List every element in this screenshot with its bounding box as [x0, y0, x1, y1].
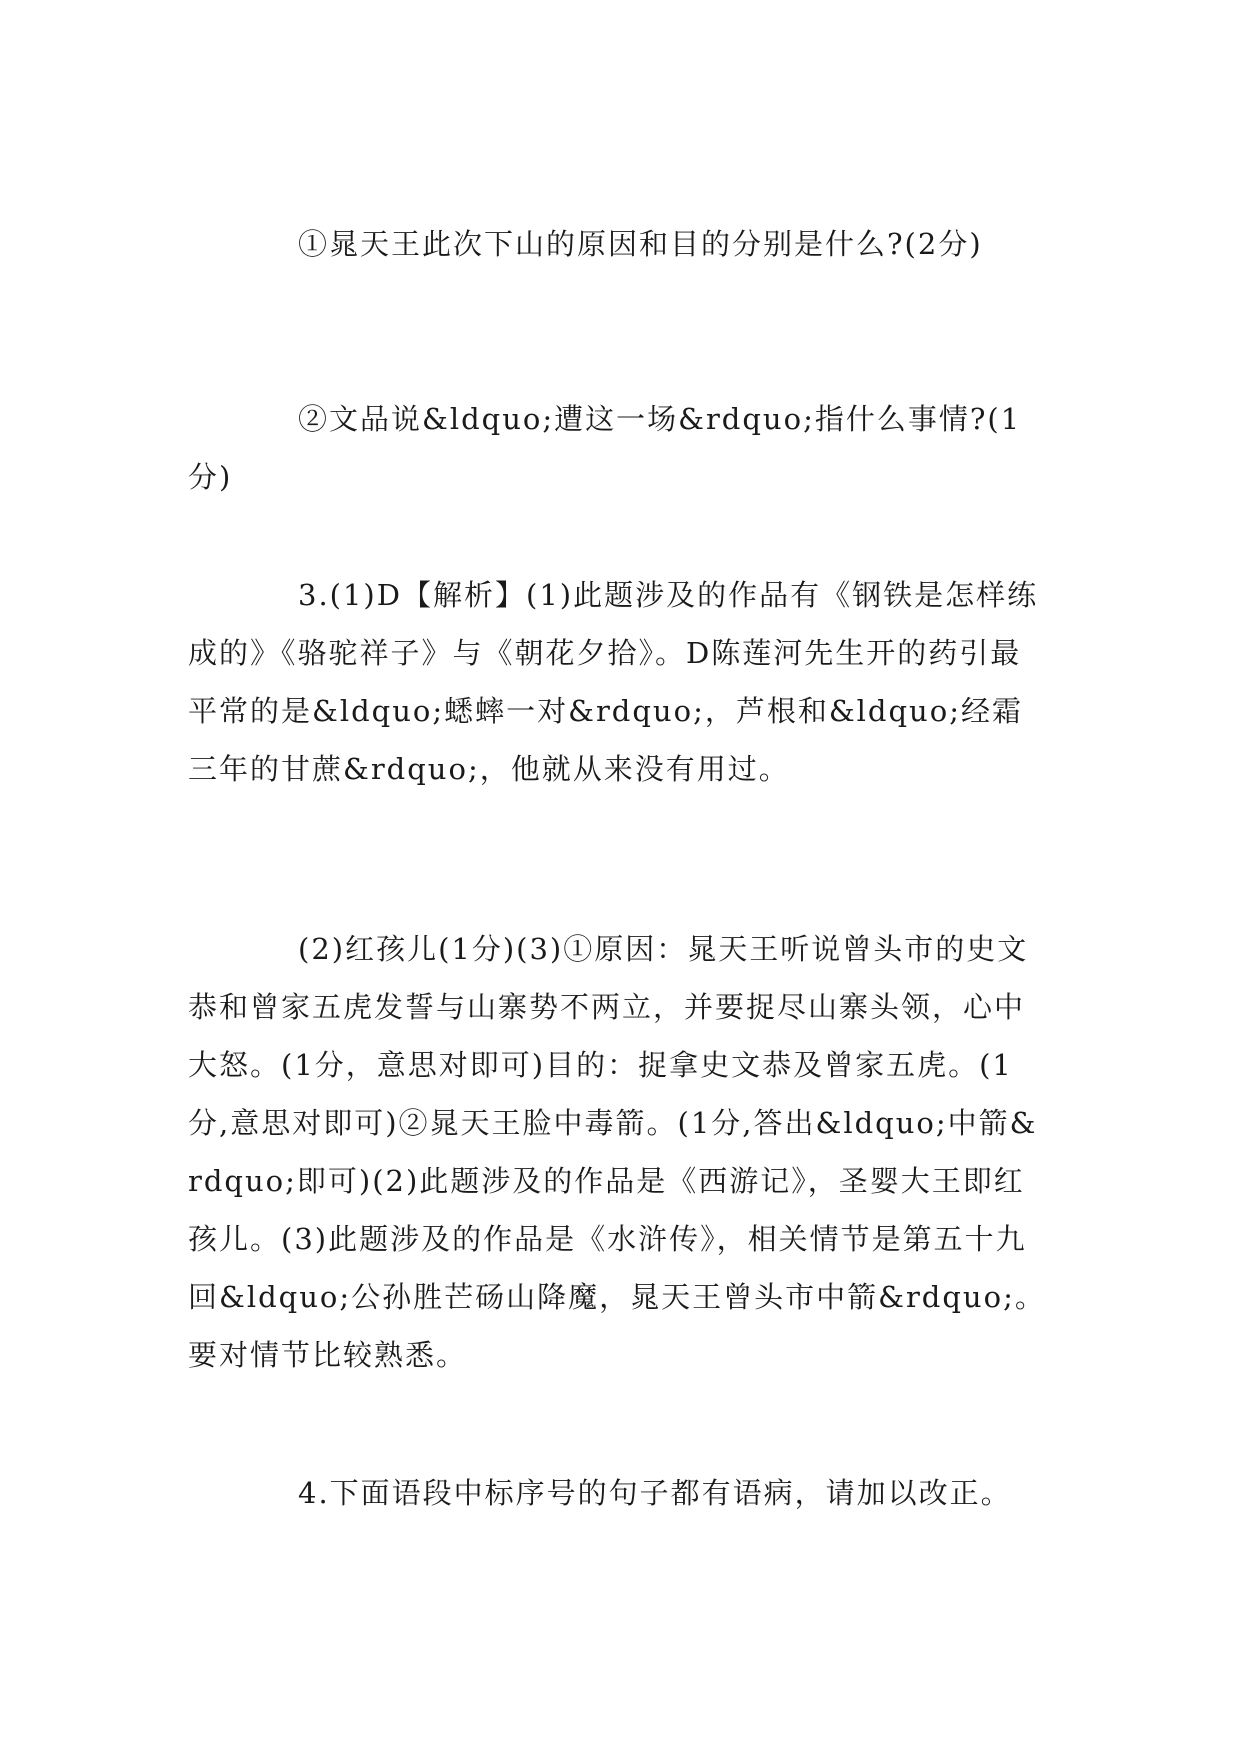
question-2-text: ②文品说&ldquo;遭这一场&rdquo;指什么事情?(1分) — [188, 402, 1022, 494]
answer-3-continued-paragraph: (2)红孩儿(1分)(3)①原因：晁天王听说曾头市的史文恭和曾家五虎发誓与山寨势不两立，并要捉尽山寨头领，心中大怒。(1分，意思对即可)目的：捉拿史文恭及曾家五虎。(1分,意思对即可)②晁天王脸中毒箭。(1分,答出&ldquo;中箭&rdquo;即可)(2)此题涉及的作品是《西游记》，圣婴大王即红孩儿。(3)此题涉及的作品是《水浒传》，相关情节是第五十九回&ldquo;公孙胜芒砀山降魔，晁天王曾头市中箭&rdquo;。要对情节比较熟悉。 — [188, 932, 1046, 1372]
question-1-text: ①晁天王此次下山的原因和目的分别是什么?(2分) — [298, 227, 983, 261]
answer-3-paragraph: 3.(1)D【解析】(1)此题涉及的作品有《钢铁是怎样练成的》《骆驼祥子》与《朝花夕拾》。D陈莲河先生开的药引最平常的是&ldquo;蟋蟀一对&rdquo;，芦根和&ldquo;经霜三年的甘蔗&rdquo;，他就从来没有用过。 — [188, 578, 1039, 786]
question-4-heading: 4.下面语段中标序号的句子都有语病，请加以改正。 — [298, 1476, 1012, 1510]
